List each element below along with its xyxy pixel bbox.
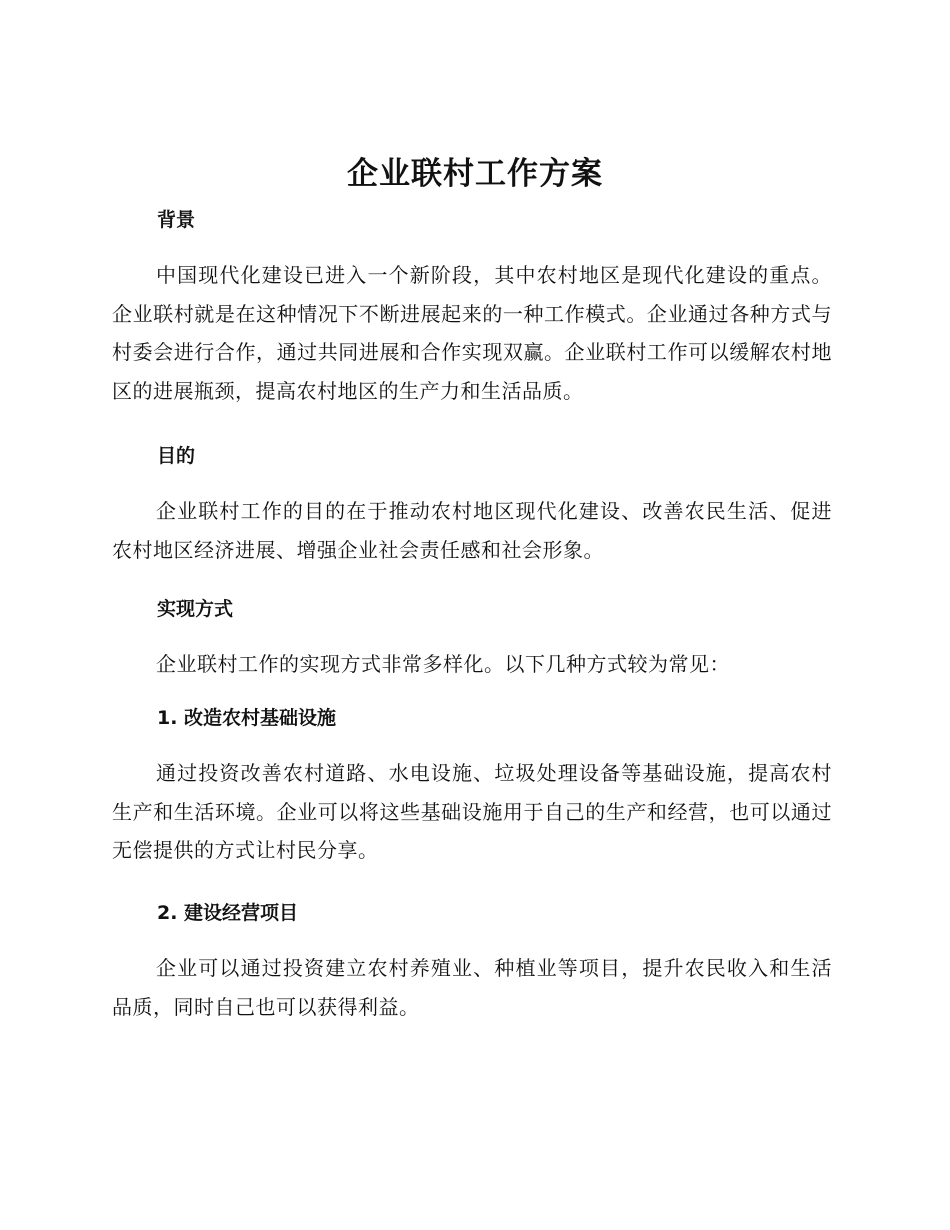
section-paragraph-purpose: 企业联村工作的目的在于推动农村地区现代化建设、改善农民生活、促进农村地区经济进展、增强企业社会责任感和社会形象。: [112, 499, 832, 562]
document-title: 企业联村工作方案: [347, 156, 603, 192]
section-heading-infrastructure: 1. 改造农村基础设施: [157, 707, 337, 729]
section-heading-approach: 实现方式: [157, 598, 234, 620]
section-heading-background: 背景: [157, 209, 196, 231]
section-heading-projects: 2. 建设经营项目: [157, 902, 299, 924]
section-paragraph-infrastructure: 通过投资改善农村道路、水电设施、垃圾处理设备等基础设施，提高农村生产和生活环境。企业可以将这些基础设施用于自己的生产和经营，也可以通过无偿提供的方式让村民分享。: [112, 761, 832, 862]
section-heading-purpose: 目的: [157, 445, 196, 467]
section-paragraph-background: 中国现代化建设已进入一个新阶段，其中农村地区是现代化建设的重点。企业联村就是在这种情况下不断进展起来的一种工作模式。企业通过各种方式与村委会进行合作，通过共同进展和合作实现双赢。企业联村工作可以缓解农村地区的进展瓶颈，提高农村地区的生产力和生活品质。: [112, 263, 832, 403]
section-paragraph-approach: 企业联村工作的实现方式非常多样化。以下几种方式较为常见：: [156, 652, 730, 676]
section-paragraph-projects: 企业可以通过投资建立农村养殖业、种植业等项目，提升农民收入和生活品质，同时自己也可以获得利益。: [112, 956, 832, 1019]
